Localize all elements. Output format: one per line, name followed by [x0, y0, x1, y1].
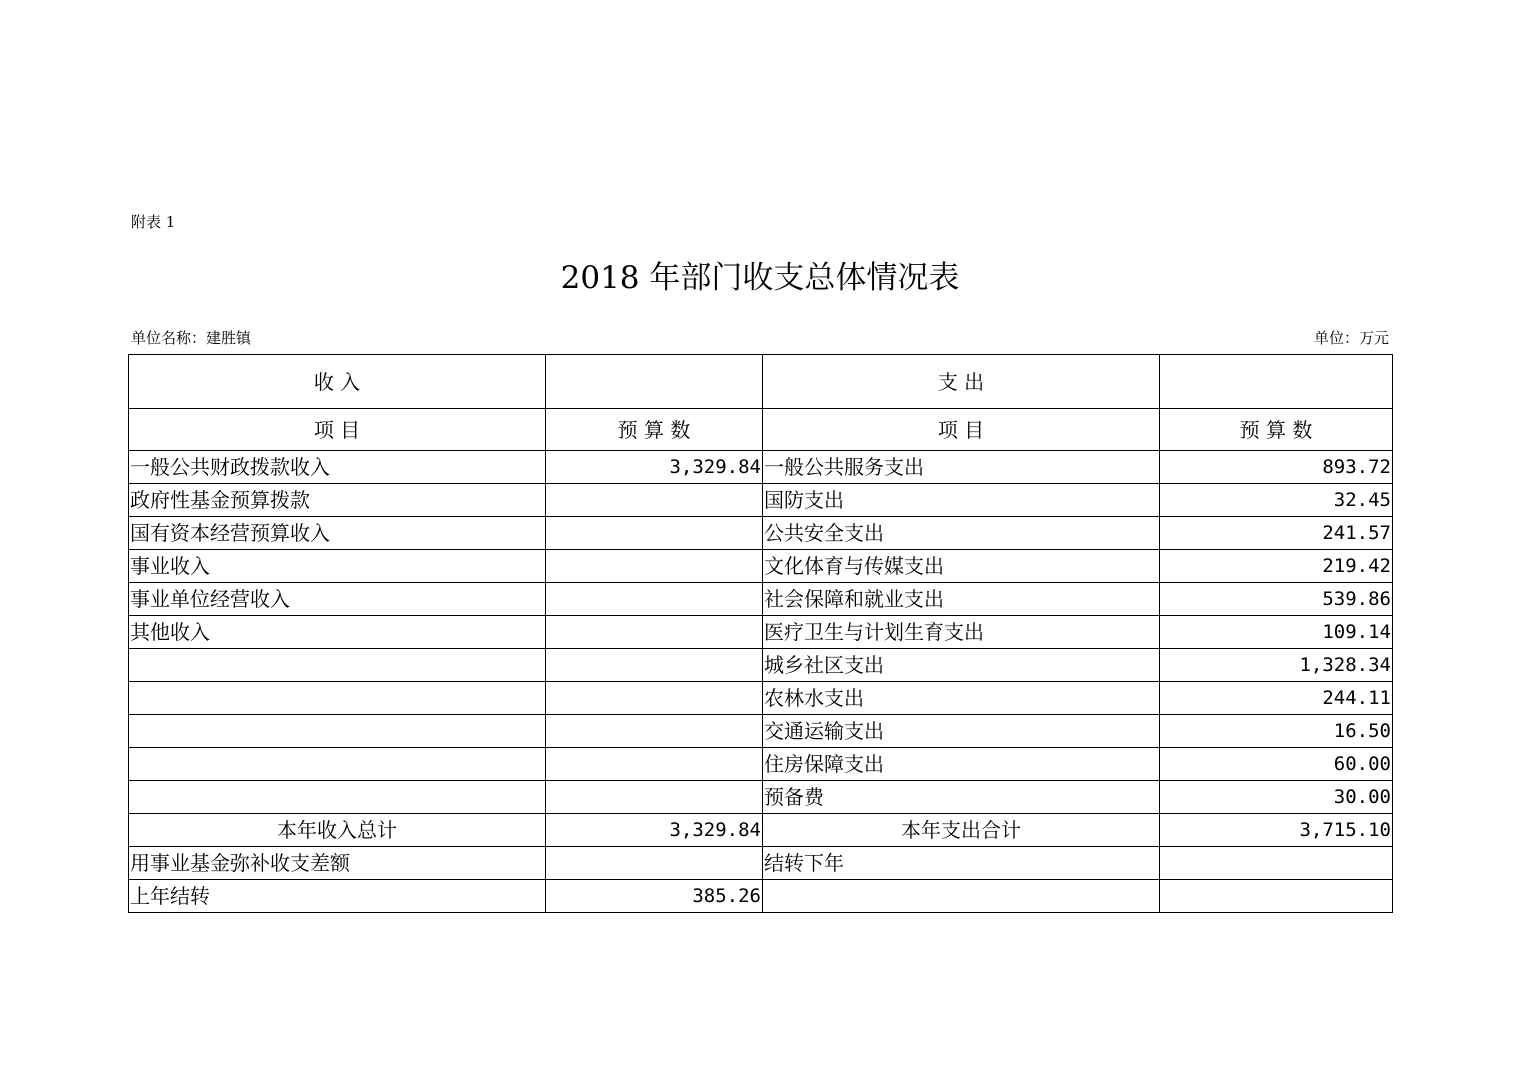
- income-amount: [546, 682, 763, 715]
- expense-amount: 16.50: [1160, 715, 1393, 748]
- expense-item: 公共安全支出: [763, 517, 1160, 550]
- table-row: [129, 781, 1393, 814]
- income-amount: [546, 616, 763, 649]
- expense-item: 社会保障和就业支出: [763, 583, 1160, 616]
- income-amount: [546, 715, 763, 748]
- income-amount: [546, 781, 763, 814]
- expense-amount-header: 预 算 数: [1160, 409, 1393, 451]
- expense-total-label: 本年支出合计: [763, 814, 1160, 847]
- unit-of-measure: 单位：万元: [1313, 329, 1389, 347]
- column-header-row: [129, 409, 1393, 451]
- income-item: 事业单位经营收入: [129, 583, 546, 616]
- expense-amount: [1160, 880, 1393, 913]
- expense-amount: 219.42: [1160, 550, 1393, 583]
- table-row: [129, 682, 1393, 715]
- income-section-blank: [546, 355, 763, 409]
- unit-name: 单位名称：建胜镇: [131, 329, 252, 347]
- income-total-label: 本年收入总计: [129, 814, 546, 847]
- expense-item-header: 项 目: [763, 409, 1160, 451]
- income-amount: [546, 583, 763, 616]
- expense-amount: 32.45: [1160, 484, 1393, 517]
- income-item: 一般公共财政拨款收入: [129, 451, 546, 484]
- expense-amount: 30.00: [1160, 781, 1393, 814]
- expense-item: 国防支出: [763, 484, 1160, 517]
- expense-section-header: 支 出: [763, 355, 1160, 409]
- table-row: [129, 484, 1393, 517]
- income-amount: [546, 517, 763, 550]
- expense-item: 城乡社区支出: [763, 649, 1160, 682]
- expense-amount: 539.86: [1160, 583, 1393, 616]
- expense-item: 农林水支出: [763, 682, 1160, 715]
- income-item: 其他收入: [129, 616, 546, 649]
- expense-total-amount: 3,715.10: [1160, 814, 1393, 847]
- income-item: 国有资本经营预算收入: [129, 517, 546, 550]
- expense-item: 住房保障支出: [763, 748, 1160, 781]
- income-item: [129, 781, 546, 814]
- expense-item: 文化体育与传媒支出: [763, 550, 1160, 583]
- table-row: [129, 748, 1393, 781]
- table-row: [129, 649, 1393, 682]
- income-amount: [546, 847, 763, 880]
- table-row: [129, 583, 1393, 616]
- expense-amount: 60.00: [1160, 748, 1393, 781]
- table-row: [129, 880, 1393, 913]
- expense-item: 一般公共服务支出: [763, 451, 1160, 484]
- expense-amount: 244.11: [1160, 682, 1393, 715]
- income-item: [129, 649, 546, 682]
- table-row: [129, 715, 1393, 748]
- section-header-row: [129, 355, 1393, 409]
- table-row: [129, 847, 1393, 880]
- expense-item: 交通运输支出: [763, 715, 1160, 748]
- income-item: [129, 682, 546, 715]
- expense-item: 预备费: [763, 781, 1160, 814]
- expense-amount: 893.72: [1160, 451, 1393, 484]
- expense-amount: 1,328.34: [1160, 649, 1393, 682]
- income-item: [129, 715, 546, 748]
- income-item: [129, 748, 546, 781]
- income-item-header: 项 目: [129, 409, 546, 451]
- income-amount: [546, 649, 763, 682]
- expense-amount: 109.14: [1160, 616, 1393, 649]
- table-row: [129, 550, 1393, 583]
- table-row: [129, 451, 1393, 484]
- page-title: 2018 年部门收支总体情况表: [560, 260, 960, 296]
- income-item: 用事业基金弥补收支差额: [129, 847, 546, 880]
- income-item: 事业收入: [129, 550, 546, 583]
- totals-row: [129, 814, 1393, 847]
- expense-item: 结转下年: [763, 847, 1160, 880]
- table-row: [129, 616, 1393, 649]
- income-total-amount: 3,329.84: [546, 814, 763, 847]
- expense-amount: [1160, 847, 1393, 880]
- appendix-label: 附表 1: [131, 213, 176, 231]
- expense-item: [763, 880, 1160, 913]
- income-amount: [546, 748, 763, 781]
- table-row: [129, 517, 1393, 550]
- income-item: 上年结转: [129, 880, 546, 913]
- income-amount: 3,329.84: [546, 451, 763, 484]
- expense-item: 医疗卫生与计划生育支出: [763, 616, 1160, 649]
- income-amount: [546, 484, 763, 517]
- income-item: 政府性基金预算拨款: [129, 484, 546, 517]
- income-section-header: 收 入: [129, 355, 546, 409]
- income-amount: [546, 550, 763, 583]
- budget-table: [128, 354, 1393, 913]
- income-amount-header: 预 算 数: [546, 409, 763, 451]
- expense-amount: 241.57: [1160, 517, 1393, 550]
- expense-section-blank: [1160, 355, 1393, 409]
- income-amount: 385.26: [546, 880, 763, 913]
